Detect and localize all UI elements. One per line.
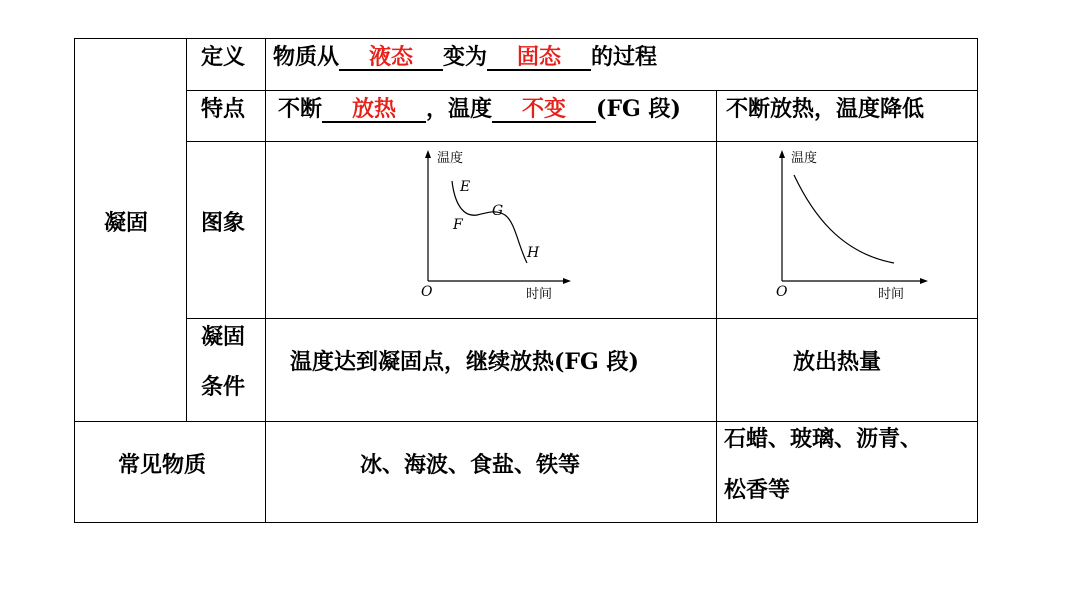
amorphous-cooling-graph <box>760 145 930 310</box>
col-divider <box>716 90 717 523</box>
feature-blank-2: 不变 <box>492 97 596 123</box>
crystal-point-h: H <box>527 245 540 261</box>
crystal-point-f: F <box>453 217 463 233</box>
definition-suffix: 的过程 <box>591 44 658 70</box>
feature-blank-1: 放热 <box>322 97 426 123</box>
main-label: 凝固 <box>104 210 149 236</box>
crystal-point-e: E <box>460 179 471 195</box>
table-border-right <box>977 38 978 523</box>
definition-blank-1: 液态 <box>339 45 443 71</box>
definition-label: 定义 <box>201 44 246 70</box>
graph-label: 图象 <box>201 210 246 236</box>
amorphous-y-axis-label: 温度 <box>791 151 818 166</box>
examples-label: 常见物质 <box>118 452 207 478</box>
row-divider <box>186 318 978 319</box>
crystal-point-g: G <box>492 203 504 219</box>
examples-amorphous-line-1: 石蜡、玻璃、沥青、 <box>724 426 923 452</box>
table-border-left <box>74 38 75 523</box>
crystal-y-axis-label: 温度 <box>437 151 464 166</box>
table-border-top <box>74 38 978 39</box>
condition-amorphous-text: 放出热量 <box>793 349 882 375</box>
row-divider <box>186 90 978 91</box>
crystal-x-axis-label: 时间 <box>526 287 553 302</box>
row-divider <box>186 141 978 142</box>
feature-label: 特点 <box>201 96 246 122</box>
examples-amorphous-line-2: 松香等 <box>724 477 791 503</box>
feature-amorphous-text: 不断放热，温度降低 <box>726 96 925 122</box>
feature-suffix: (FG 段) <box>596 96 681 122</box>
feature-prefix: 不断 <box>278 96 323 122</box>
definition-blank-2: 固态 <box>487 45 591 71</box>
definition-text <box>273 44 657 71</box>
feature-crystal-text <box>278 96 681 123</box>
condition-crystal-text: 温度达到凝固点，继续放热(FG 段) <box>290 349 639 375</box>
definition-prefix: 物质从 <box>273 44 340 70</box>
amorphous-origin-label: O <box>776 284 788 300</box>
condition-label-line-1: 凝固 <box>201 324 246 350</box>
row-divider <box>74 421 978 422</box>
crystal-cooling-graph <box>405 145 575 310</box>
col-divider <box>265 38 266 523</box>
amorphous-x-axis-label: 时间 <box>878 287 905 302</box>
condition-label-line-2: 条件 <box>201 374 246 400</box>
table-border-bottom <box>74 522 978 523</box>
feature-middle: ，温度 <box>426 96 493 122</box>
col-divider <box>186 38 187 422</box>
examples-crystal-text: 冰、海波、食盐、铁等 <box>360 452 581 478</box>
definition-middle: 变为 <box>443 44 488 70</box>
crystal-origin-label: O <box>421 284 433 300</box>
